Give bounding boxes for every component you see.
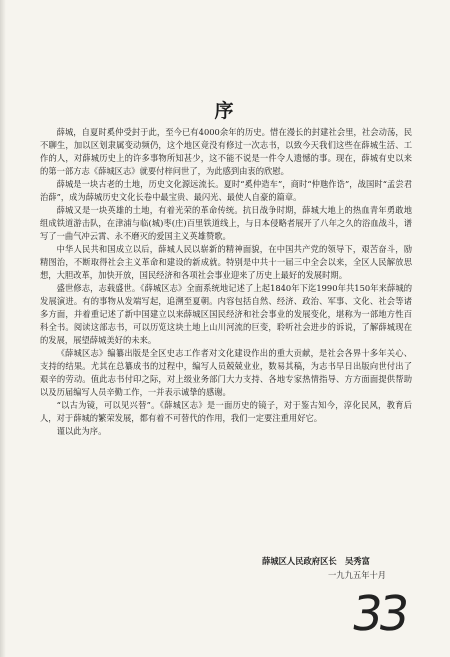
- paragraph-6: 《薛城区志》编纂出版是全区史志工作者对文化建设作出的重大贡献，是社会各界十多年关心、支持的结果。尤其在总纂成书的过程中，编写人员兢兢业业，数易其稿，为志书早日出版向世付出了艰辛的劳动。值此志书付印之际，对上级业务部门大力支持、各地专家热情指导、方方面面提供帮助以及历届编写人员辛勤工作，一并表示诚挚的感谢。: [40, 348, 412, 397]
- paragraph-4: 中华人民共和国成立以后，薛城人民以崭新的精神面貌，在中国共产党的领导下，艰苦奋斗，励精图治，不断取得社会主义革命和建设的新成就。特别是中共十一届三中全会以来，全区人民解放思想，大胆改革，加快开放，国民经济和各项社会事业迎来了历史上最好的发展时期。: [40, 244, 412, 280]
- handwritten-page-number: 33: [348, 586, 410, 642]
- paragraph-8: 谨以此为序。: [56, 426, 107, 436]
- paragraph-5: 盛世修志，志载盛世。《薛城区志》全面系统地记述了上起1840年下迄1990年共150年来薛城的发展演进。有的事物从发端写起，追溯至夏朝。内容包括自然、经济、政治、军事、文化、社会等诸多方面，并着重记述了新中国建立以来薛城区国民经济和社会事业的发展变化，堪称为一部地方性百科全书。阅读这部志书，可以历览这块土地上山川河流的巨变，聆听社会进步的诉说，了解薛城现在的发展，展望薛城美好的未来。: [40, 283, 412, 345]
- signature-line: 薛城区人民政府区长 吴秀富: [262, 556, 370, 566]
- preface-title: 序: [214, 100, 236, 122]
- date-line: 一九九五年十月: [328, 570, 387, 580]
- paragraph-3: 薛城又是一块英雄的土地，有着光荣的革命传统。抗日战争时期，薛城大地上的热血青年勇敢地组成铁道游击队，在津浦与临(城)枣(庄)百里铁道线上，与日本侵略者展开了八年之久的浴血战斗，谱写了一曲气冲云霄、永不磨灭的爱国主义英雄赞歌。: [40, 205, 412, 241]
- preface-body: [40, 126, 412, 438]
- paragraph-2: 薛城是一块古老的土地，历史文化源远流长。夏时“奚仲造车”，商时“仲虺作诰”，战国时“孟尝君治薛”，成为薛城历史文化长卷中最宝贵、最闪光、最使人自豪的篇章。: [40, 179, 412, 202]
- paragraph-7: “以古为镜，可以见兴替”。《薛城区志》是一面历史的镜子，对于鉴古知今，淳化民风，教育后人，对于薛城的繁荣发展，都有着不可替代的作用，我们一定要注重用好它。: [40, 400, 412, 423]
- paragraph-1: 薛城，自夏时奚仲受封于此，至今已有4000余年的历史。惜在漫长的封建社会里，社会动荡，民不聊生，加以区划隶属变动频仍，这个地区竟没有修过一次志书，以致今天我们这些在薛城生活、工作的人，对薛城历史上的许多事物所知甚少，这不能不说是一件令人遗憾的事。现在，薛城有史以来的第一部方志《薛城区志》就要付梓问世了，为此感到由衷的欣慰。: [40, 127, 412, 176]
